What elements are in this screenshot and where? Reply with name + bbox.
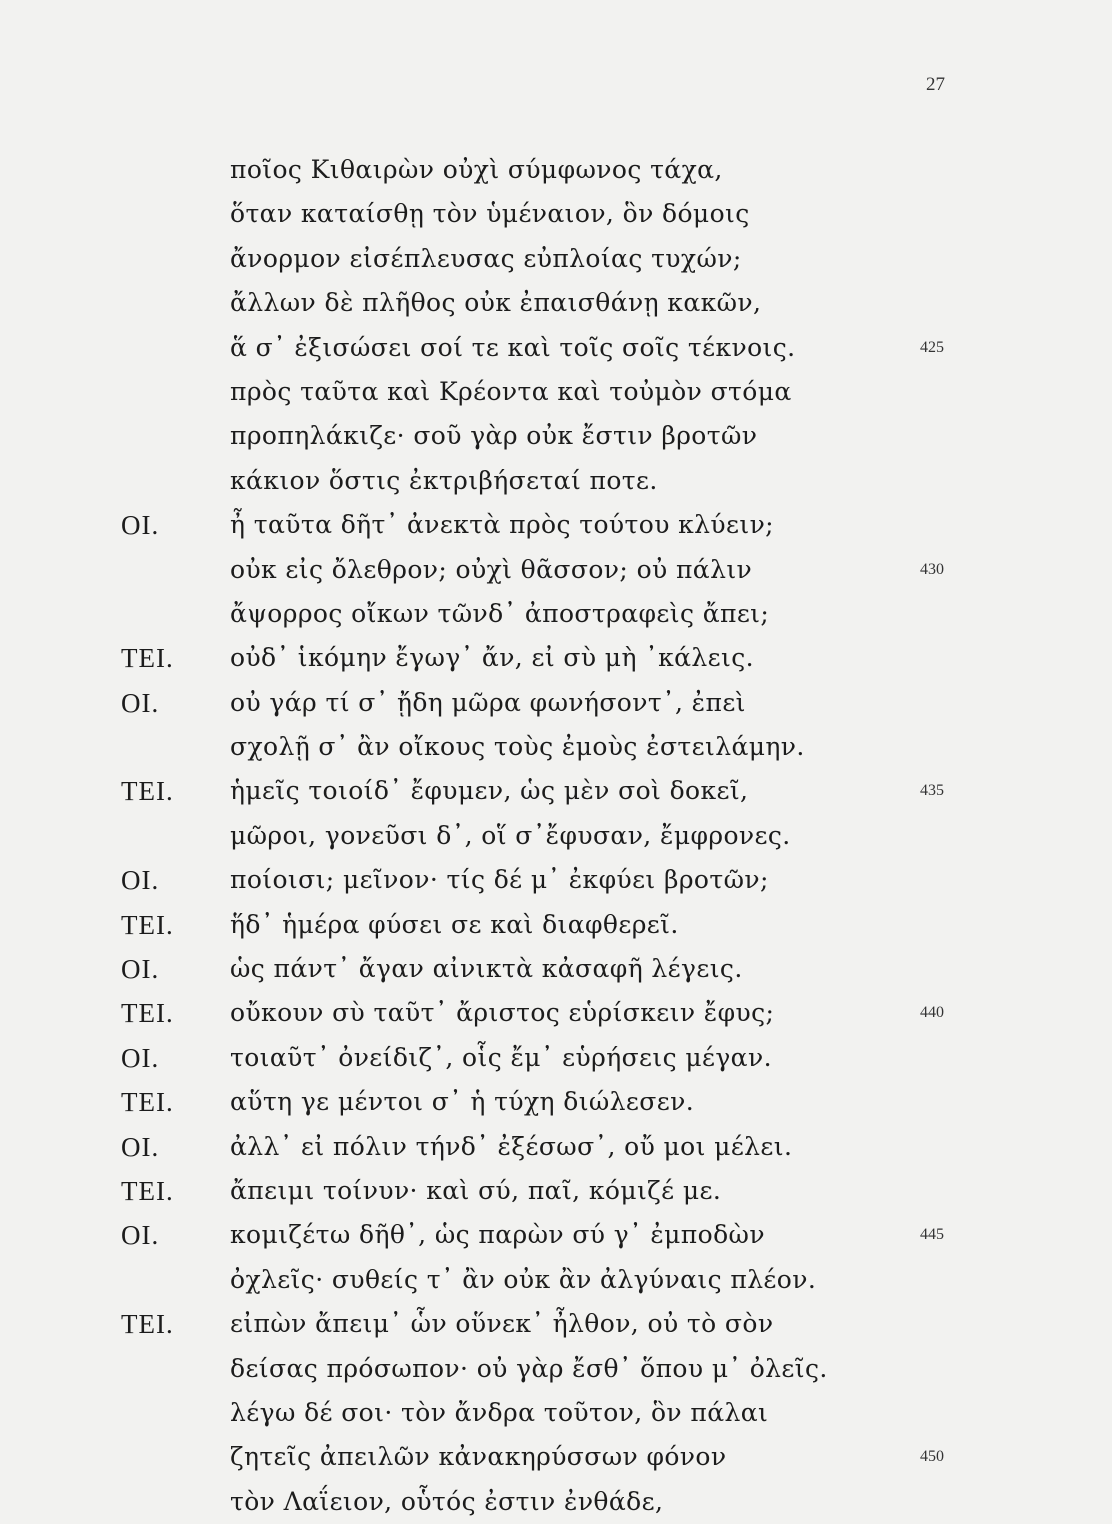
speaker-label: ΟΙ.	[121, 865, 160, 896]
verse-line	[0, 414, 1112, 458]
speaker-label: ΟΙ.	[121, 687, 160, 718]
speaker-label: ΤΕΙ.	[121, 1309, 174, 1340]
verse-line	[0, 1036, 1112, 1080]
verse-text: μῶροι, γονεῦσι δ᾽, οἵ σ᾽ἔφυσαν, ἔμφρονες.	[230, 820, 791, 850]
verse-line	[0, 1258, 1112, 1302]
verse-text: ζητεῖς ἀπειλῶν κἀνακηρύσσων φόνον	[230, 1442, 727, 1472]
verse-text: λέγω δέ σοι· τὸν ἄνδρα τοῦτον, ὃν πάλαι	[230, 1397, 769, 1427]
verse-line	[0, 814, 1112, 858]
verse-text: ποίοισι; μεῖνον· τίς δέ μ᾽ ἐκφύει βροτῶν;	[230, 865, 769, 895]
speaker-label: ΟΙ.	[121, 1220, 160, 1251]
verse-lines	[0, 148, 1112, 1524]
speaker-label: ΟΙ.	[121, 1042, 160, 1073]
verse-text: οὔκουν σὺ ταῦτ᾽ ἄριστος εὑρίσκειν ἔφυς;	[230, 998, 775, 1028]
verse-line	[0, 681, 1112, 725]
verse-line	[0, 947, 1112, 991]
speaker-label: ΤΕΙ.	[121, 643, 174, 674]
verse-text: πρὸς ταῦτα καὶ Κρέοντα καὶ τοὐμὸν στόμα	[230, 376, 792, 406]
verse-text: κομιζέτω δῆθ᾽, ὡς παρὼν σύ γ᾽ ἐμποδὼν	[230, 1220, 765, 1250]
verse-text: οὐκ εἰς ὄλεθρον; οὐχὶ θᾶσσον; οὐ πάλιν	[230, 554, 753, 584]
verse-line	[0, 281, 1112, 325]
verse-line	[0, 1125, 1112, 1169]
speaker-label: ΟΙ.	[121, 510, 160, 541]
verse-line	[0, 725, 1112, 769]
verse-line	[0, 326, 1112, 370]
verse-line	[0, 592, 1112, 636]
verse-text: τὸν Λαΐειον, οὗτός ἐστιν ἐνθάδε,	[230, 1486, 664, 1516]
speaker-label: ΟΙ.	[121, 954, 160, 985]
speaker-label: ΤΕΙ.	[121, 1175, 174, 1206]
verse-text: αὕτη γε μέντοι σ᾽ ἡ τύχη διώλεσεν.	[230, 1087, 695, 1117]
verse-line	[0, 1391, 1112, 1435]
speaker-label: ΤΕΙ.	[121, 998, 174, 1029]
verse-text: ἅ σ᾽ ἐξισώσει σοί τε καὶ τοῖς σοῖς τέκνοις.	[230, 332, 796, 362]
verse-text: ποῖος Κιθαιρὼν οὐχὶ σύμφωνος τάχα,	[230, 155, 723, 184]
verse-line	[0, 769, 1112, 813]
verse-text: σχολῇ σ᾽ ἂν οἴκους τοὺς ἐμοὺς ἐστειλάμην.	[230, 732, 805, 762]
verse-line	[0, 1080, 1112, 1124]
speaker-label: ΤΕΙ.	[121, 776, 174, 807]
verse-text: ἦ ταῦτα δῆτ᾽ ἀνεκτὰ πρὸς τούτου κλύειν;	[230, 510, 774, 540]
line-number: 435	[920, 782, 944, 800]
verse-line	[0, 903, 1112, 947]
verse-text: ὡς πάντ᾽ ἄγαν αἰνικτὰ κἀσαφῆ λέγεις.	[230, 954, 743, 984]
verse-text: ἥδ᾽ ἡμέρα φύσει σε καὶ διαφθερεῖ.	[230, 909, 679, 939]
verse-text: εἰπὼν ἄπειμ᾽ ὧν οὕνεκ᾽ ἦλθον, οὐ τὸ σὸν	[230, 1309, 774, 1339]
verse-line	[0, 1302, 1112, 1346]
verse-line	[0, 192, 1112, 236]
verse-text: ἀλλ᾽ εἰ πόλιν τήνδ᾽ ἐξέσωσ᾽, οὔ μοι μέλει.	[230, 1131, 793, 1161]
verse-line	[0, 636, 1112, 680]
verse-text: ὅταν καταίσθῃ τὸν ὑμέναιον, ὃν δόμοις	[230, 199, 750, 229]
verse-line	[0, 1347, 1112, 1391]
verse-line	[0, 1435, 1112, 1479]
line-number: 430	[920, 560, 944, 578]
verse-text: ὀχλεῖς· συθείς τ᾽ ἂν οὐκ ἂν ἀλγύναις πλέον.	[230, 1264, 817, 1294]
verse-text: ἄπειμι τοίνυν· καὶ σύ, παῖ, κόμιζέ με.	[230, 1175, 722, 1205]
verse-text: ἄψορρος οἴκων τῶνδ᾽ ἀποστραφεὶς ἄπει;	[230, 598, 770, 628]
verse-text: κάκιον ὅστις ἐκτριβήσεταί ποτε.	[230, 465, 658, 495]
verse-line	[0, 1169, 1112, 1213]
verse-text: προπηλάκιζε· σοῦ γὰρ οὐκ ἔστιν βροτῶν	[230, 421, 758, 451]
line-number: 440	[920, 1004, 944, 1022]
line-number: 425	[920, 338, 944, 356]
verse-text: ἡμεῖς τοιοίδ᾽ ἔφυμεν, ὡς μὲν σοὶ δοκεῖ,	[230, 776, 749, 806]
page-number: 27	[926, 74, 945, 95]
verse-line	[0, 858, 1112, 902]
verse-line	[0, 503, 1112, 547]
speaker-label: ΟΙ.	[121, 1131, 160, 1162]
verse-text: τοιαῦτ᾽ ὀνείδιζ᾽, οἷς ἔμ᾽ εὑρήσεις μέγαν.	[230, 1042, 772, 1072]
line-number: 445	[920, 1226, 944, 1244]
verse-text: δείσας πρόσωπον· οὐ γὰρ ἔσθ᾽ ὅπου μ᾽ ὀλεῖς.	[230, 1353, 828, 1383]
verse-text: ἄνορμον εἰσέπλευσας εὐπλοίας τυχών;	[230, 243, 742, 273]
verse-line	[0, 148, 1112, 192]
verse-text: ἄλλων δὲ πλῆθος οὐκ ἐπαισθάνῃ κακῶν,	[230, 288, 762, 318]
verse-text: οὐ γάρ τί σ᾽ ᾔδη μῶρα φωνήσοντ᾽, ἐπεὶ	[230, 687, 746, 717]
verse-line	[0, 1213, 1112, 1257]
speaker-label: ΤΕΙ.	[121, 1087, 174, 1118]
verse-line	[0, 459, 1112, 503]
verse-line	[0, 370, 1112, 414]
verse-text: οὐδ᾽ ἱκόμην ἔγωγ᾽ ἄν, εἰ σὺ μὴ ᾽κάλεις.	[230, 643, 754, 673]
line-number: 450	[920, 1448, 944, 1466]
speaker-label: ΤΕΙ.	[121, 909, 174, 940]
verse-line	[0, 991, 1112, 1035]
verse-line	[0, 548, 1112, 592]
verse-line	[0, 1480, 1112, 1524]
verse-line	[0, 237, 1112, 281]
